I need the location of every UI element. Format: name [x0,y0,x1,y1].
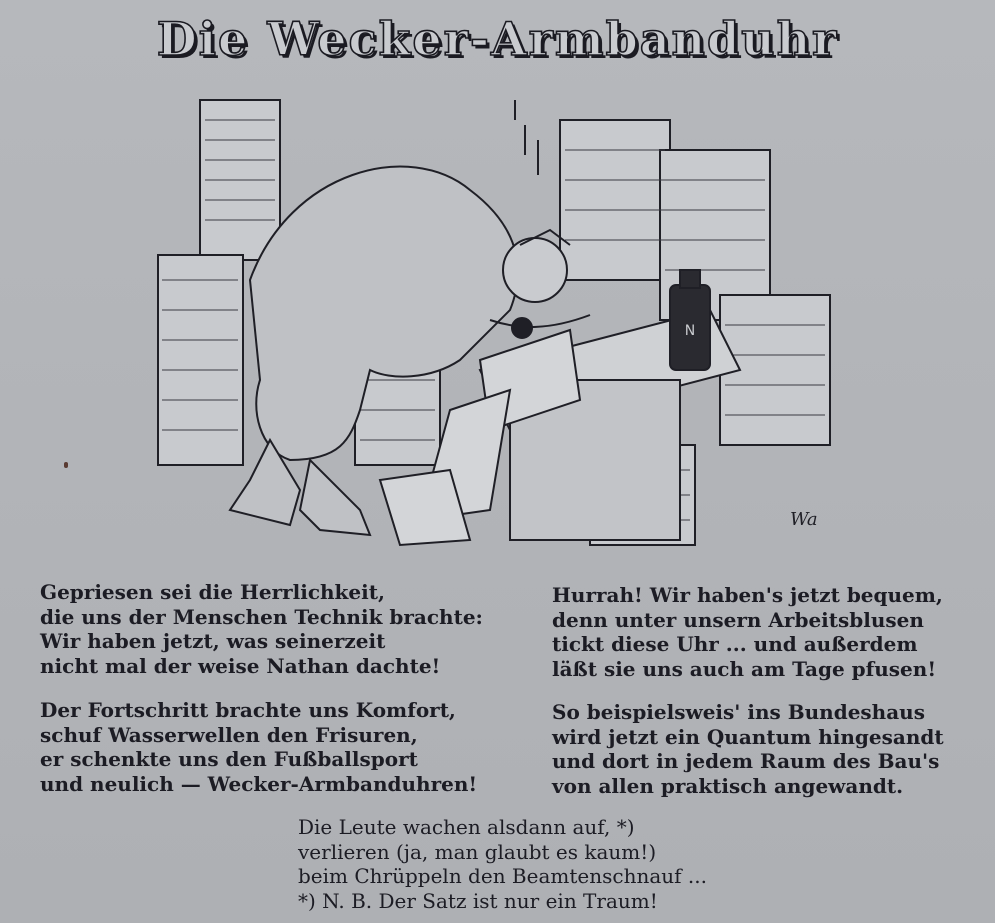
verse-line: die uns der Menschen Technik brachte: [40,604,483,629]
alarm-watch [512,318,532,338]
stanza-right-1 [552,583,943,681]
ink-bottle [670,270,710,370]
paper-stack-left-bottom [158,255,243,465]
verse-line: verlieren (ja, man glaubt es kaum!) [298,839,657,864]
verse-line: Der Fortschritt brachte uns Komfort, [40,698,456,722]
verse-line: So beispielsweis' ins Bundeshaus [552,700,925,724]
verse-line: und dort in jedem Raum des Bau's [552,749,940,773]
cartoon-illustration [150,80,850,560]
stanza-bottom [298,815,707,913]
footnote-line: *) N. B. Der Satz ist nur ein Traum! [298,888,658,913]
ink-bottle-label: N [684,323,696,339]
verse-line: läßt sie uns auch am Tage pfusen! [552,656,937,681]
verse-line: beim Chrüppeln den Beamtenschnauf ... [298,864,707,888]
verse-line: Die Leute wachen alsdann auf, *) [298,815,635,839]
stanza-right-2 [552,700,944,798]
verse-line: nicht mal der weise Nathan dachte! [40,653,441,678]
verse-line: Wir haben jetzt, was seinerzeit [40,629,386,653]
verse-line: schuf Wasserwellen den Frisuren, [40,722,418,747]
verse-line: tickt diese Uhr ... und außerdem [552,632,918,656]
verse-line: Hurrah! Wir haben's jetzt bequem, [552,583,943,607]
page-title: Die Wecker-Armbanduhr [156,12,839,66]
stanza-left-1 [40,580,483,678]
stanza-left-2 [40,698,477,796]
verse-line: und neulich — Wecker-Armbanduhren! [40,771,478,796]
verse-line: Gepriesen sei die Herrlichkeit, [40,580,385,604]
artist-signature: Wa [790,509,818,530]
paper-speck [64,462,68,468]
verse-line: er schenkte uns den Fußballsport [40,747,418,771]
verse-line: wird jetzt ein Quantum hingesandt [552,724,944,749]
verse-line: denn unter unsern Arbeitsblusen [552,607,924,632]
verse-line: von allen praktisch angewandt. [552,773,904,798]
